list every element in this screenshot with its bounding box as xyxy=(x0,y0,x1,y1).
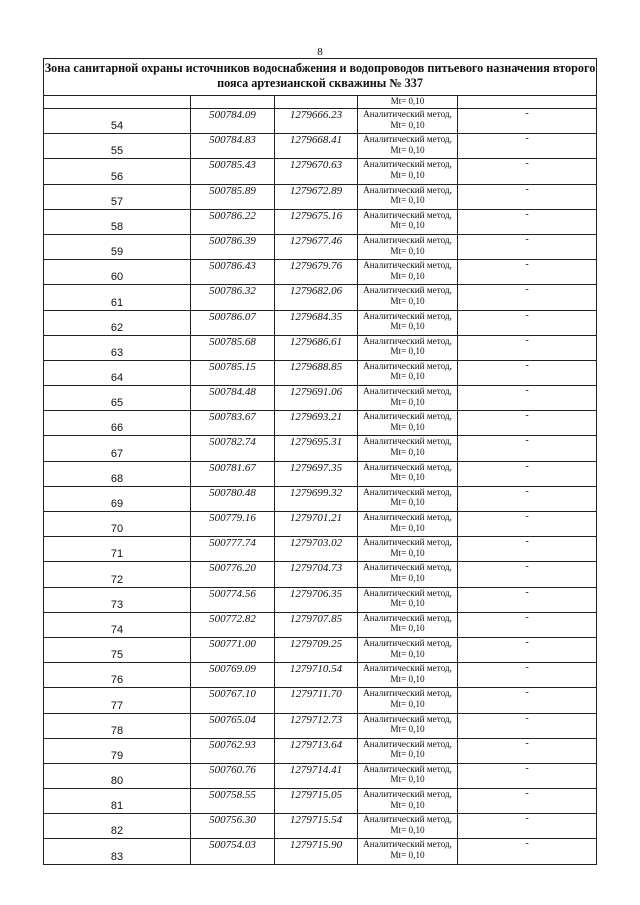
method-cell xyxy=(358,109,458,134)
table-row xyxy=(44,411,597,436)
method-label: Аналитический метод, xyxy=(363,486,452,497)
method-cell xyxy=(358,335,458,360)
table-row xyxy=(44,839,597,864)
method-label: Аналитический метод, xyxy=(363,386,452,397)
x-coordinate: 500771.00 xyxy=(191,637,275,662)
note-cell: - xyxy=(458,260,597,285)
table-row xyxy=(44,310,597,335)
y-coordinate: 1279712.73 xyxy=(275,713,358,738)
table-row xyxy=(44,537,597,562)
method-label: Аналитический метод, xyxy=(363,411,452,422)
continued-y-cell xyxy=(275,96,358,109)
table-row xyxy=(44,612,597,637)
method-accuracy: Mt= 0,10 xyxy=(390,824,425,835)
method-label: Аналитический метод, xyxy=(363,260,452,271)
method-cell xyxy=(358,839,458,864)
note-cell: - xyxy=(458,562,597,587)
method-label: Аналитический метод, xyxy=(363,461,452,472)
method-label: Аналитический метод, xyxy=(363,562,452,573)
note-cell: - xyxy=(458,436,597,461)
method-accuracy: Mt= 0,10 xyxy=(390,295,425,306)
method-label: Аналитический метод, xyxy=(363,285,452,296)
y-coordinate: 1279699.32 xyxy=(275,486,358,511)
method-accuracy: Mt= 0,10 xyxy=(390,850,425,861)
table-row xyxy=(44,587,597,612)
x-coordinate: 500785.43 xyxy=(191,159,275,184)
method-label: Аналитический метод, xyxy=(363,814,452,825)
method-label: Аналитический метод, xyxy=(363,512,452,522)
table-row xyxy=(44,134,597,159)
method-label: Аналитический метод, xyxy=(363,234,452,245)
point-number: 65 xyxy=(44,386,191,411)
point-number: 62 xyxy=(44,310,191,335)
y-coordinate: 1279672.89 xyxy=(275,184,358,209)
table-row xyxy=(44,260,597,285)
method-label: Аналитический метод, xyxy=(363,637,452,648)
note-cell: - xyxy=(458,335,597,360)
y-coordinate: 1279679.76 xyxy=(275,260,358,285)
method-label: Аналитический метод, xyxy=(363,587,452,598)
method-accuracy: Mt= 0,10 xyxy=(390,447,425,458)
method-accuracy: Mt= 0,10 xyxy=(390,724,425,735)
method-label: Аналитический метод, xyxy=(363,159,452,170)
table-row xyxy=(44,562,597,587)
table-row xyxy=(44,360,597,385)
x-coordinate: 500781.67 xyxy=(191,461,275,486)
method-cell xyxy=(358,789,458,814)
method-cell xyxy=(358,486,458,511)
point-number: 64 xyxy=(44,360,191,385)
method-label: Аналитический метод, xyxy=(363,688,452,699)
point-number: 57 xyxy=(44,184,191,209)
method-accuracy: Mt= 0,10 xyxy=(390,371,425,382)
y-coordinate: 1279693.21 xyxy=(275,411,358,436)
y-coordinate: 1279688.85 xyxy=(275,360,358,385)
method-accuracy: Mt= 0,10 xyxy=(390,270,425,281)
method-accuracy: Mt= 0,10 xyxy=(390,598,425,609)
point-number: 63 xyxy=(44,335,191,360)
y-coordinate: 1279697.35 xyxy=(275,461,358,486)
method-cell xyxy=(358,360,458,385)
method-accuracy: Mt= 0,10 xyxy=(390,497,425,508)
x-coordinate: 500786.39 xyxy=(191,234,275,259)
note-cell: - xyxy=(458,411,597,436)
x-coordinate: 500784.83 xyxy=(191,134,275,159)
point-number: 72 xyxy=(44,562,191,587)
table-row xyxy=(44,688,597,713)
x-coordinate: 500767.10 xyxy=(191,688,275,713)
method-cell xyxy=(358,713,458,738)
method-accuracy: Mt= 0,10 xyxy=(390,396,425,407)
table-row xyxy=(44,486,597,511)
table-row xyxy=(44,386,597,411)
point-number: 69 xyxy=(44,486,191,511)
method-accuracy: Mt= 0,10 xyxy=(390,673,425,684)
x-coordinate: 500758.55 xyxy=(191,789,275,814)
point-number: 70 xyxy=(44,512,191,537)
method-accuracy: Mt= 0,10 xyxy=(390,572,425,583)
y-coordinate: 1279677.46 xyxy=(275,234,358,259)
x-coordinate: 500785.89 xyxy=(191,184,275,209)
x-coordinate: 500779.16 xyxy=(191,512,275,537)
y-coordinate: 1279709.25 xyxy=(275,637,358,662)
y-coordinate: 1279682.06 xyxy=(275,285,358,310)
method-accuracy: Mt= 0,10 xyxy=(390,346,425,357)
table-row xyxy=(44,335,597,360)
method-accuracy: Mt= 0,10 xyxy=(390,799,425,810)
y-coordinate: 1279686.61 xyxy=(275,335,358,360)
method-label: Аналитический метод, xyxy=(363,763,452,774)
x-coordinate: 500765.04 xyxy=(191,713,275,738)
method-label: Аналитический метод, xyxy=(363,663,452,674)
method-cell xyxy=(358,209,458,234)
method-cell xyxy=(358,260,458,285)
y-coordinate: 1279707.85 xyxy=(275,612,358,637)
table-row xyxy=(44,234,597,259)
note-cell: - xyxy=(458,486,597,511)
note-cell: - xyxy=(458,839,597,864)
x-coordinate: 500785.68 xyxy=(191,335,275,360)
method-accuracy: Mt= 0,10 xyxy=(390,648,425,659)
continued-note-cell xyxy=(458,96,597,109)
point-number: 78 xyxy=(44,713,191,738)
point-number: 76 xyxy=(44,663,191,688)
y-coordinate: 1279706.35 xyxy=(275,587,358,612)
method-label: Аналитический метод, xyxy=(363,612,452,623)
x-coordinate: 500769.09 xyxy=(191,663,275,688)
point-number: 77 xyxy=(44,688,191,713)
y-coordinate: 1279715.05 xyxy=(275,789,358,814)
table-title-row xyxy=(44,59,597,96)
note-cell: - xyxy=(458,738,597,763)
note-cell: - xyxy=(458,763,597,788)
x-coordinate: 500784.09 xyxy=(191,109,275,134)
table-row xyxy=(44,109,597,134)
note-cell: - xyxy=(458,184,597,209)
note-cell: - xyxy=(458,789,597,814)
y-coordinate: 1279701.21 xyxy=(275,512,358,537)
table-row xyxy=(44,209,597,234)
y-coordinate: 1279691.06 xyxy=(275,386,358,411)
method-accuracy: Mt= 0,10 xyxy=(390,321,425,332)
method-accuracy: Mt= 0,10 xyxy=(390,119,425,130)
continued-method-cell: Mt= 0,10 xyxy=(358,96,458,109)
note-cell: - xyxy=(458,386,597,411)
method-cell xyxy=(358,512,458,537)
method-cell xyxy=(358,436,458,461)
y-coordinate: 1279675.16 xyxy=(275,209,358,234)
method-cell xyxy=(358,587,458,612)
x-coordinate: 500772.82 xyxy=(191,612,275,637)
y-coordinate: 1279710.54 xyxy=(275,663,358,688)
point-number: 67 xyxy=(44,436,191,461)
y-coordinate: 1279668.41 xyxy=(275,134,358,159)
x-coordinate: 500776.20 xyxy=(191,562,275,587)
y-coordinate: 1279695.31 xyxy=(275,436,358,461)
point-number: 82 xyxy=(44,814,191,839)
table-row xyxy=(44,184,597,209)
table-row xyxy=(44,637,597,662)
point-number: 75 xyxy=(44,637,191,662)
x-coordinate: 500785.15 xyxy=(191,360,275,385)
table-row xyxy=(44,512,597,537)
method-cell xyxy=(358,411,458,436)
table-row xyxy=(44,461,597,486)
x-coordinate: 500754.03 xyxy=(191,839,275,864)
table-title: Зона санитарной охраны источников водоснабжения и водопроводов питьевого назначения второго пояса артезианской скважины № 337 xyxy=(44,59,597,96)
note-cell: - xyxy=(458,663,597,688)
method-accuracy: Mt= 0,10 xyxy=(390,169,425,180)
table-row xyxy=(44,285,597,310)
method-cell xyxy=(358,763,458,788)
method-accuracy: Mt= 0,10 xyxy=(390,195,425,206)
method-cell xyxy=(358,562,458,587)
table-row xyxy=(44,436,597,461)
y-coordinate: 1279713.64 xyxy=(275,738,358,763)
x-coordinate: 500784.48 xyxy=(191,386,275,411)
method-cell xyxy=(358,814,458,839)
note-cell: - xyxy=(458,134,597,159)
note-cell: - xyxy=(458,537,597,562)
note-cell: - xyxy=(458,461,597,486)
method-label: Аналитический метод, xyxy=(363,713,452,724)
page-number: 8 xyxy=(317,46,323,58)
x-coordinate: 500760.76 xyxy=(191,763,275,788)
point-number: 55 xyxy=(44,134,191,159)
method-accuracy: Mt= 0,10 xyxy=(390,749,425,760)
point-number: 56 xyxy=(44,159,191,184)
method-label: Аналитический метод, xyxy=(363,436,452,447)
x-coordinate: 500786.22 xyxy=(191,209,275,234)
point-number: 61 xyxy=(44,285,191,310)
continued-row xyxy=(44,96,597,109)
method-label: Аналитический метод, xyxy=(363,310,452,321)
method-accuracy: Mt= 0,10 xyxy=(390,421,425,432)
method-label: Аналитический метод, xyxy=(363,738,452,749)
x-coordinate: 500780.48 xyxy=(191,486,275,511)
method-cell xyxy=(358,637,458,662)
x-coordinate: 500783.67 xyxy=(191,411,275,436)
method-label: Аналитический метод, xyxy=(363,789,452,800)
method-label: Аналитический метод, xyxy=(363,360,452,371)
method-cell xyxy=(358,234,458,259)
point-number: 58 xyxy=(44,209,191,234)
method-accuracy: Mt= 0,10 xyxy=(390,774,425,785)
method-cell xyxy=(358,184,458,209)
method-accuracy: Mt= 0,10 xyxy=(390,623,425,634)
table-row xyxy=(44,663,597,688)
point-number: 66 xyxy=(44,411,191,436)
note-cell: - xyxy=(458,587,597,612)
method-label: Аналитический метод, xyxy=(363,537,452,548)
method-cell xyxy=(358,663,458,688)
table-row xyxy=(44,763,597,788)
method-accuracy: Mt= 0,10 xyxy=(390,144,425,155)
y-coordinate: 1279703.02 xyxy=(275,537,358,562)
method-accuracy: Mt= 0,10 xyxy=(390,220,425,231)
y-coordinate: 1279684.35 xyxy=(275,310,358,335)
y-coordinate: 1279715.54 xyxy=(275,814,358,839)
point-number: 54 xyxy=(44,109,191,134)
note-cell: - xyxy=(458,159,597,184)
note-cell: - xyxy=(458,637,597,662)
method-cell xyxy=(358,159,458,184)
method-label: Аналитический метод, xyxy=(363,335,452,346)
note-cell: - xyxy=(458,360,597,385)
method-cell xyxy=(358,461,458,486)
continued-x-cell xyxy=(191,96,275,109)
coordinates-table xyxy=(43,58,597,865)
x-coordinate: 500786.32 xyxy=(191,285,275,310)
note-cell: - xyxy=(458,814,597,839)
method-cell xyxy=(358,612,458,637)
method-accuracy: Mt= 0,10 xyxy=(390,522,425,533)
y-coordinate: 1279714.41 xyxy=(275,763,358,788)
x-coordinate: 500777.74 xyxy=(191,537,275,562)
method-accuracy: Mt= 0,10 xyxy=(390,472,425,483)
method-cell xyxy=(358,310,458,335)
point-number: 79 xyxy=(44,738,191,763)
method-label: Аналитический метод, xyxy=(363,184,452,195)
method-cell xyxy=(358,537,458,562)
note-cell: - xyxy=(458,713,597,738)
note-cell: - xyxy=(458,209,597,234)
point-number: 83 xyxy=(44,839,191,864)
note-cell: - xyxy=(458,688,597,713)
point-number: 68 xyxy=(44,461,191,486)
note-cell: - xyxy=(458,512,597,537)
x-coordinate: 500756.30 xyxy=(191,814,275,839)
point-number: 74 xyxy=(44,612,191,637)
note-cell: - xyxy=(458,310,597,335)
note-cell: - xyxy=(458,612,597,637)
note-cell: - xyxy=(458,109,597,134)
x-coordinate: 500774.56 xyxy=(191,587,275,612)
method-accuracy: Mt= 0,10 xyxy=(390,698,425,709)
method-cell xyxy=(358,134,458,159)
method-label: Аналитический метод, xyxy=(363,209,452,220)
method-accuracy: Mt= 0,10 xyxy=(390,245,425,256)
table-row xyxy=(44,738,597,763)
point-number: 59 xyxy=(44,234,191,259)
method-cell xyxy=(358,285,458,310)
point-number: 81 xyxy=(44,789,191,814)
y-coordinate: 1279670.63 xyxy=(275,159,358,184)
point-number: 71 xyxy=(44,537,191,562)
point-number: 73 xyxy=(44,587,191,612)
table-row xyxy=(44,713,597,738)
point-number: 80 xyxy=(44,763,191,788)
x-coordinate: 500786.43 xyxy=(191,260,275,285)
table-row xyxy=(44,789,597,814)
y-coordinate: 1279711.70 xyxy=(275,688,358,713)
method-label: Аналитический метод, xyxy=(363,109,452,119)
table-row xyxy=(44,814,597,839)
y-coordinate: 1279666.23 xyxy=(275,109,358,134)
method-cell xyxy=(358,688,458,713)
method-label: Аналитический метод, xyxy=(363,839,452,850)
table-row xyxy=(44,159,597,184)
method-cell xyxy=(358,386,458,411)
x-coordinate: 500782.74 xyxy=(191,436,275,461)
method-cell xyxy=(358,738,458,763)
note-cell: - xyxy=(458,285,597,310)
continued-number-cell xyxy=(44,96,191,109)
method-accuracy: Mt= 0,10 xyxy=(390,547,425,558)
x-coordinate: 500786.07 xyxy=(191,310,275,335)
x-coordinate: 500762.93 xyxy=(191,738,275,763)
y-coordinate: 1279704.73 xyxy=(275,562,358,587)
note-cell: - xyxy=(458,234,597,259)
method-label: Аналитический метод, xyxy=(363,134,452,145)
point-number: 60 xyxy=(44,260,191,285)
y-coordinate: 1279715.90 xyxy=(275,839,358,864)
